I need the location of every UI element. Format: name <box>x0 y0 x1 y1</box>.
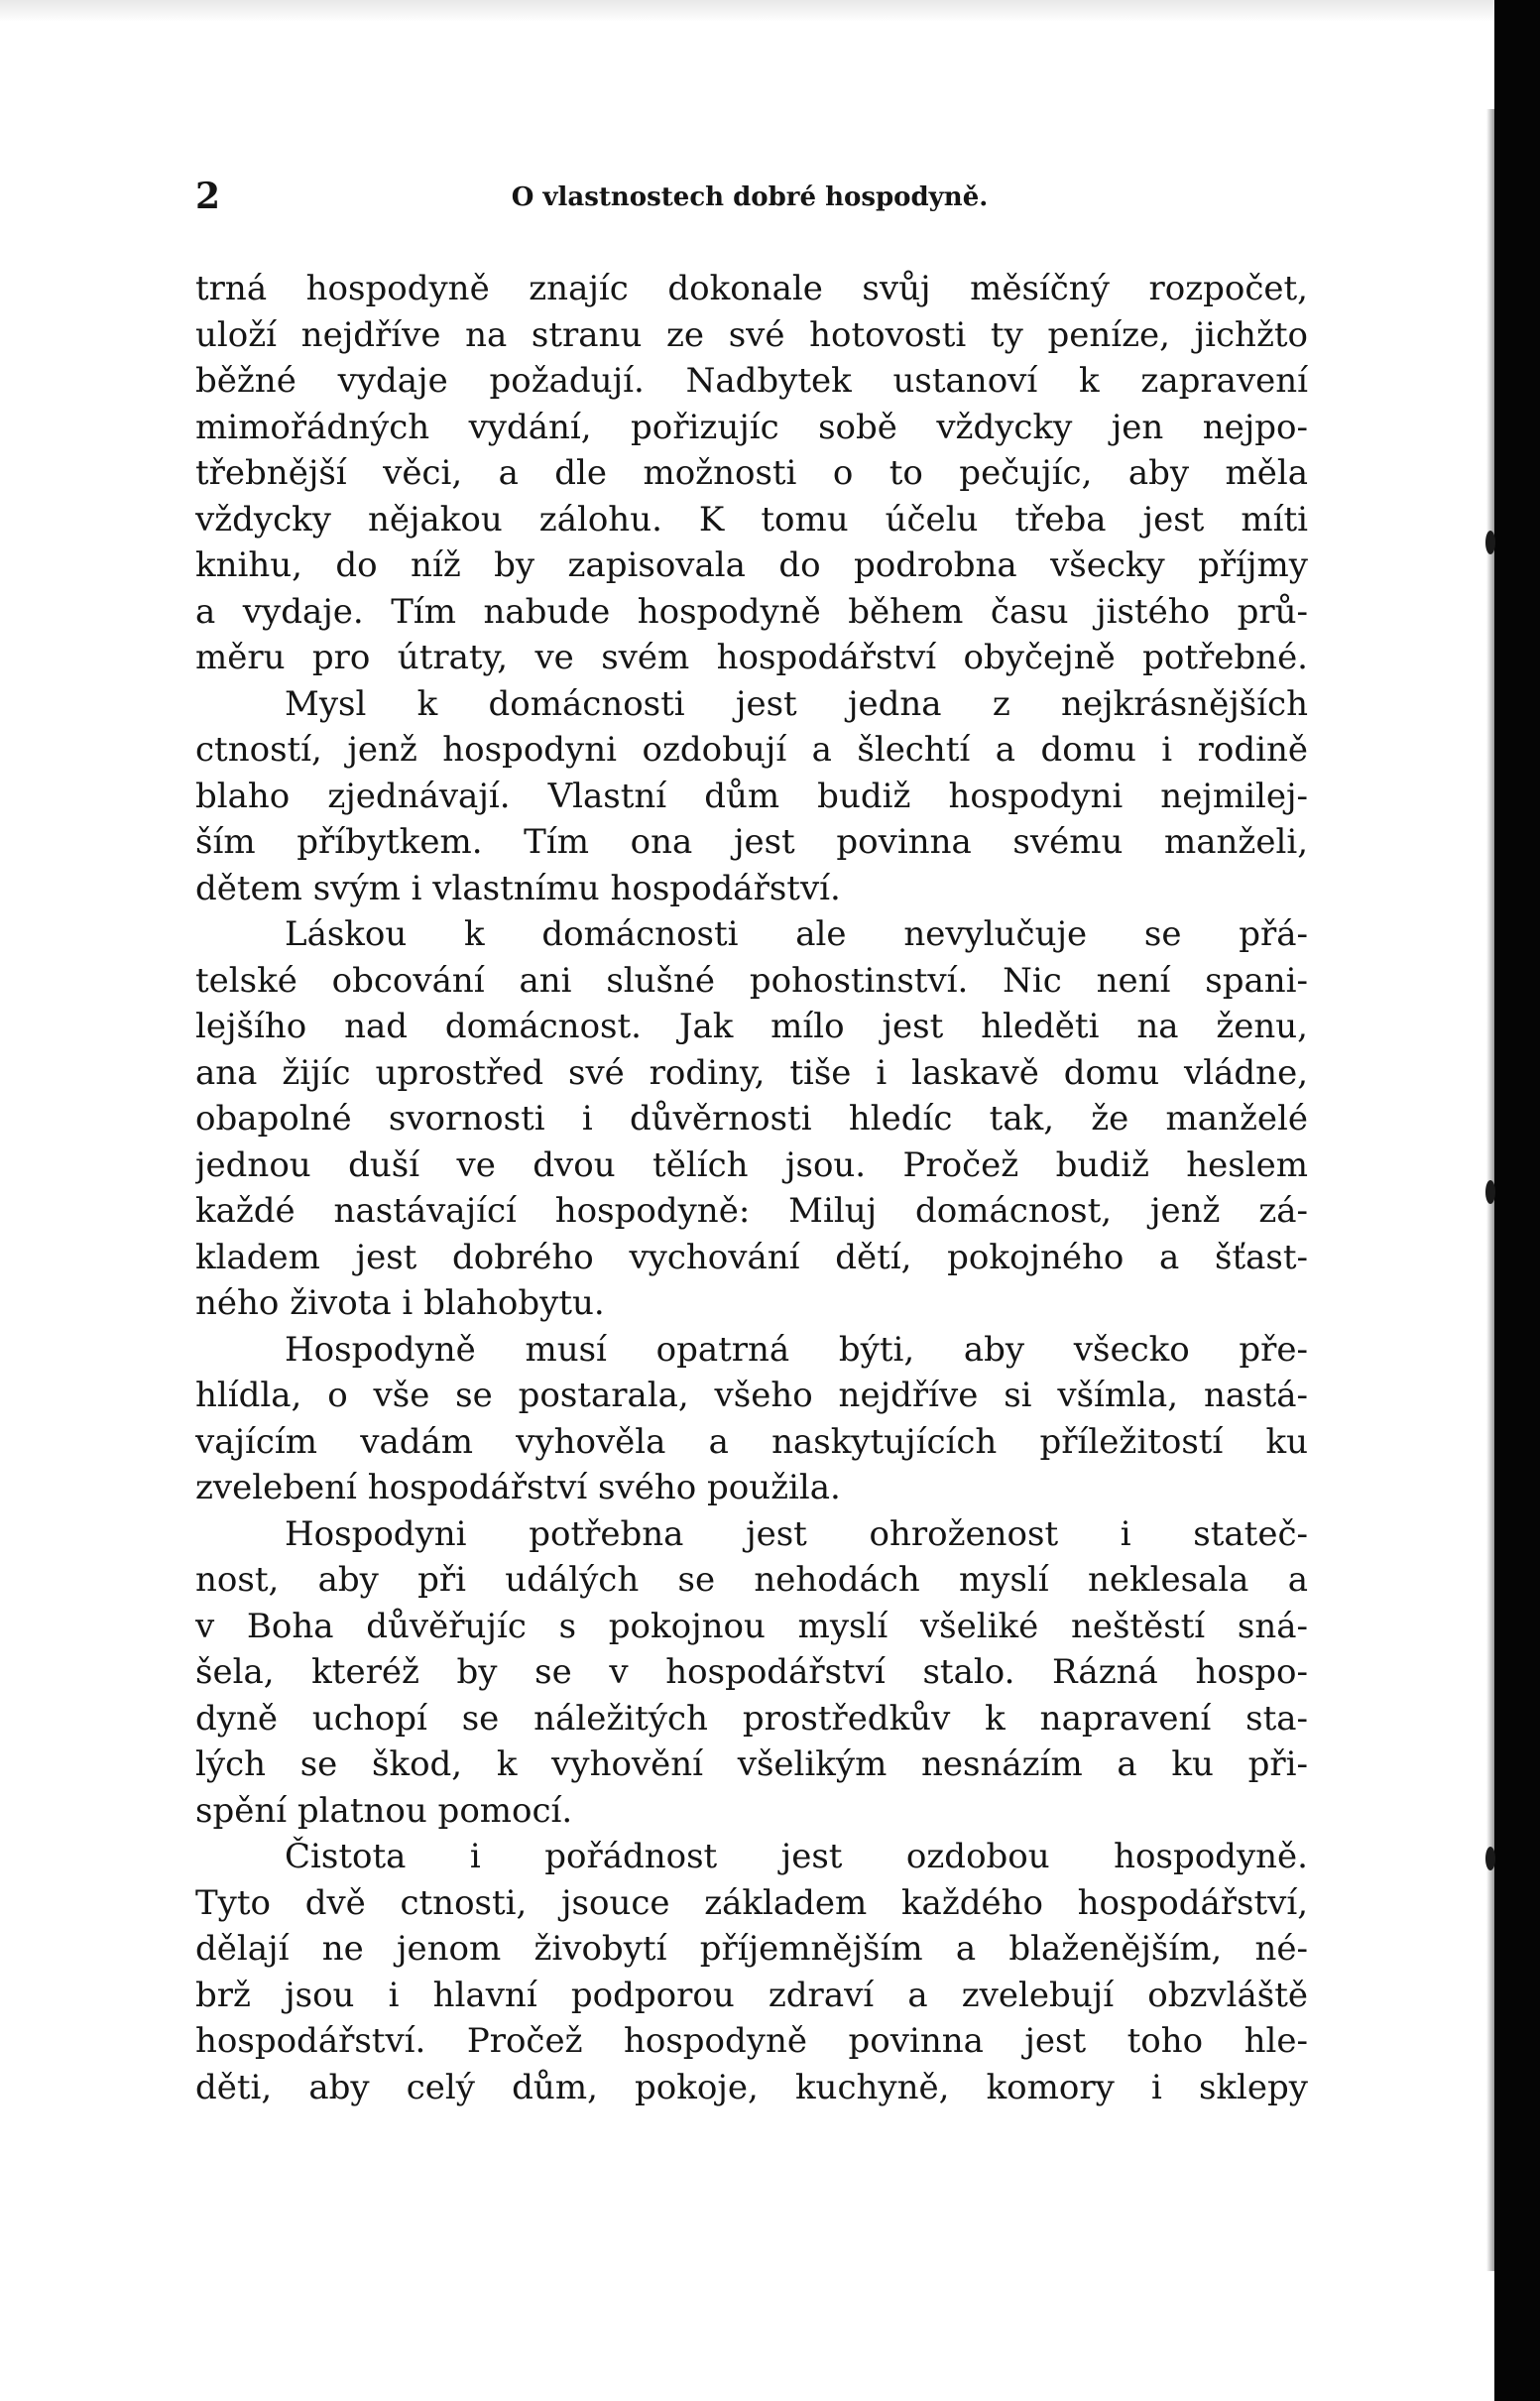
text-line: mimořádných vydání, pořizujíc sobě vždycky jen nejpo- <box>195 407 1308 447</box>
text-line: každé nastávající hospodyně: Miluj domácnost, jenž zá- <box>195 1191 1308 1231</box>
paragraph-end-line: ného života i blahobytu. <box>195 1283 605 1323</box>
paragraph-end-line: zvelebení hospodářství svého použila. <box>195 1468 841 1507</box>
text-line: lých se škod, k vyhovění všelikým nesnázím a ku při- <box>195 1744 1308 1784</box>
scan-right-border <box>1494 0 1540 2401</box>
text-line: Tyto dvě ctnosti, jsouce základem každého hospodářství, <box>195 1882 1308 1923</box>
text-line: děti, aby celý dům, pokoje, kuchyně, komory i sklepy <box>195 2067 1308 2107</box>
text-line: telské obcování ani slušné pohostinství. Nic není spani- <box>195 960 1308 1001</box>
paragraph-end-line: dětem svým i vlastnímu hospodářství. <box>195 868 841 908</box>
page-number: 2 <box>195 176 221 217</box>
text-line: vajícím vadám vyhověla a naskytujících příležitostí ku <box>195 1421 1308 1462</box>
text-line: hospodářství. Pročež hospodyně povinna jest toho hle- <box>195 2021 1308 2061</box>
text-line: jednou duší ve dvou tělích jsou. Pročež budiž heslem <box>195 1144 1308 1185</box>
text-line: trná hospodyně znajíc dokonale svůj měsíčný rozpočet, <box>195 269 1308 308</box>
text-line: brž jsou i hlavní podporou zdraví a zvelebují obzvláště <box>195 1975 1308 2015</box>
text-line: blaho zjednávají. Vlastní dům budiž hospodyni nejmilej- <box>195 776 1308 816</box>
margin-mark <box>1485 1180 1495 1204</box>
paragraph-end-line: spění platnou pomocí. <box>195 1790 573 1831</box>
text-line: ším příbytkem. Tím ona jest povinna svému manželi, <box>195 822 1308 862</box>
text-line: hlídla, o vše se postarala, všeho nejdříve si všímla, nastá- <box>195 1376 1308 1415</box>
text-line: lejšího nad domácnost. Jak mílo jest hleděti na ženu, <box>195 1007 1308 1046</box>
margin-mark <box>1485 1847 1495 1870</box>
paragraph-start-line: Čistota i pořádnost jest ozdobou hospodyně. <box>285 1837 1308 1876</box>
text-line: šela, kteréž by se v hospodářství stalo. Rázná hospo- <box>195 1652 1308 1692</box>
text-line: dělají ne jenom živobytí příjemnějším a blaženějším, né- <box>195 1929 1308 1969</box>
paragraph-start-line: Láskou k domácnosti ale nevylučuje se přá- <box>285 914 1308 954</box>
paragraph-start-line: Hospodyně musí opatrná býti, aby všecko pře- <box>285 1329 1308 1370</box>
text-line: měru pro útraty, ve svém hospodářství obyčejně potřebné. <box>195 638 1308 677</box>
paragraph-start-line: Hospodyni potřebna jest ohroženost i stateč- <box>285 1513 1308 1554</box>
text-line: uloží nejdříve na stranu ze své hotovosti ty peníze, jichžto <box>195 314 1308 355</box>
text-line: v Boha důvěřujíc s pokojnou myslí všeliké neštěstí sná- <box>195 1606 1308 1646</box>
text-line: běžné vydaje požadují. Nadbytek ustanoví k zapravení <box>195 361 1308 401</box>
page-header <box>195 176 1304 217</box>
text-line: nost, aby při událých se nehodách myslí neklesala a <box>195 1560 1308 1600</box>
scan-top-edge <box>0 0 1540 22</box>
margin-mark <box>1485 531 1495 554</box>
text-line: obapolné svornosti i důvěrnosti hledíc tak, že manželé <box>195 1099 1308 1139</box>
text-line: kladem jest dobrého vychování dětí, pokojného a šťast- <box>195 1237 1308 1277</box>
paragraph-start-line: Mysl k domácnosti jest jedna z nejkrásnějších <box>285 683 1308 724</box>
text-line: vždycky nějakou zálohu. K tomu účelu třeba jest míti <box>195 499 1308 540</box>
text-line: třebnější věci, a dle možnosti o to pečujíc, aby měla <box>195 453 1308 493</box>
text-line: dyně uchopí se náležitých prostředkův k napravení sta- <box>195 1698 1308 1739</box>
text-line: a vydaje. Tím nabude hospodyně během času jistého prů- <box>195 591 1308 632</box>
text-line: knihu, do níž by zapisovala do podrobna všecky příjmy <box>195 545 1308 585</box>
running-head: O vlastnostech dobré hospodyně. <box>511 182 989 212</box>
text-line: ctností, jenž hospodyni ozdobují a šlechtí a domu i rodině <box>195 730 1308 770</box>
body-text <box>195 266 1308 2130</box>
text-line: ana žijíc uprostřed své rodiny, tiše i laskavě domu vládne, <box>195 1052 1308 1093</box>
